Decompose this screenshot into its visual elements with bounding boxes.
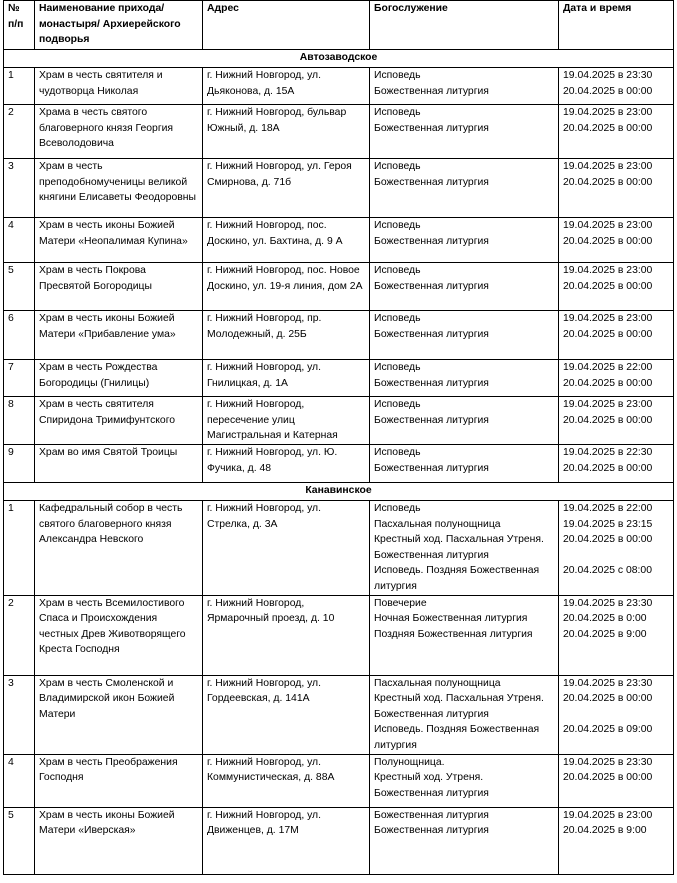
parish-address: г. Нижний Новгород, Ярмарочный проезд, д. 10: [203, 595, 370, 675]
service-time: 20.04.2025 в 00:00: [563, 414, 653, 426]
parish-address: г. Нижний Новгород, пос. Доскино, ул. Бахтина, д. 9 А: [203, 218, 370, 263]
service-time: 19.04.2025 в 22:30: [563, 447, 653, 458]
section-header-row: [4, 50, 674, 68]
parish-name: Храм в честь святителя и чудотворца Николая: [35, 68, 203, 105]
service-time: 19.04.2025 в 22:00: [563, 362, 653, 373]
row-number: 4: [4, 218, 35, 263]
service-time: 20.04.2025 в 00:00: [563, 693, 653, 705]
service-time: 20.04.2025 в 00:00: [563, 534, 653, 546]
header-address: Адрес: [203, 1, 370, 50]
time-list: [559, 68, 674, 105]
time-list: [559, 360, 674, 397]
parish-name: Храм во имя Святой Троицы: [35, 445, 203, 483]
service-time: 19.04.2025 в 23:30: [563, 677, 653, 689]
parish-address: г. Нижний Новгород, ул. Ю. Фучика, д. 48: [203, 445, 370, 483]
service-item: Поздняя Божественная литургия: [374, 628, 533, 640]
time-list: [559, 445, 674, 483]
header-row: [4, 1, 674, 50]
parish-name: Храм в честь Всемилостивого Спаса и Происхождения честных Древ Животворящего Креста Господня: [35, 595, 203, 675]
table-row: [4, 360, 674, 397]
service-time: 20.04.2025 в 00:00: [563, 328, 653, 340]
service-item: Божественная литургия: [374, 85, 489, 97]
service-item: Ночная Божественная литургия: [374, 613, 528, 625]
row-number: 1: [4, 68, 35, 105]
service-item: Исповедь: [374, 265, 421, 276]
service-time: 20.04.2025 в 00:00: [563, 176, 653, 188]
service-list: [370, 105, 559, 159]
service-time: [563, 707, 669, 723]
row-number: 9: [4, 445, 35, 483]
service-time: 19.04.2025 в 23:30: [563, 756, 653, 768]
service-list: [370, 397, 559, 445]
service-time: 20.04.2025 в 09:00: [563, 724, 653, 736]
service-time: 19.04.2025 в 23:00: [563, 313, 653, 324]
service-list: [370, 159, 559, 218]
parish-address: г. Нижний Новгород, ул. Гнилицкая, д. 1А: [203, 360, 370, 397]
parish-address: г. Нижний Новгород, ул. Коммунистическая, д. 88А: [203, 754, 370, 807]
parish-name: Храм в честь иконы Божией Матери «Иверская»: [35, 807, 203, 874]
table-row: [4, 397, 674, 445]
header-name: Наименование прихода/монастыря/ Архиерейского подворья: [35, 1, 203, 50]
parish-name: Храм в честь Смоленской и Владимирской икон Божией Матери: [35, 675, 203, 754]
time-list: [559, 807, 674, 874]
service-item: Божественная литургия: [374, 377, 489, 389]
parish-address: г. Нижний Новгород, бульвар Южный, д. 18А: [203, 105, 370, 159]
parish-address: г. Нижний Новгород, пр. Молодежный, д. 25Б: [203, 311, 370, 360]
parish-address: г. Нижний Новгород, ул. Дьяконова, д. 15А: [203, 68, 370, 105]
service-item: Исповедь: [374, 313, 421, 324]
service-item: Исповедь: [374, 70, 421, 81]
time-list: [559, 595, 674, 675]
parish-address: г. Нижний Новгород, пос. Новое Доскино, ул. 19-я линия, дом 2А: [203, 263, 370, 311]
parish-address: г. Нижний Новгород, ул. Гордеевская, д. 141А: [203, 675, 370, 754]
time-list: [559, 218, 674, 263]
service-time: 19.04.2025 в 22:00: [563, 503, 653, 514]
service-time: 19.04.2025 в 23:00: [563, 399, 653, 410]
service-time: 19.04.2025 в 23:00: [563, 809, 653, 821]
service-time: 20.04.2025 с 08:00: [563, 565, 652, 577]
service-list: [370, 68, 559, 105]
time-list: [559, 397, 674, 445]
table-row: [4, 68, 674, 105]
service-list: [370, 263, 559, 311]
time-list: [559, 754, 674, 807]
row-number: 8: [4, 397, 35, 445]
service-time: 19.04.2025 в 23:00: [563, 161, 653, 172]
service-list: [370, 807, 559, 874]
service-time: 19.04.2025 в 23:15: [563, 518, 653, 530]
service-item: Исповедь: [374, 399, 421, 410]
service-item: Божественная литургия: [374, 462, 489, 474]
service-item: Пасхальная полунощница: [374, 518, 501, 530]
parish-name: Храм в честь иконы Божией Матери «Прибавление ума»: [35, 311, 203, 360]
service-item: Божественная литургия: [374, 235, 489, 247]
service-item: Пасхальная полунощница: [374, 677, 501, 689]
service-time: 20.04.2025 в 00:00: [563, 85, 653, 97]
service-item: Божественная литургия: [374, 787, 489, 799]
header-num: № п/п: [4, 1, 35, 50]
table-row: [4, 311, 674, 360]
time-list: [559, 675, 674, 754]
row-number: 7: [4, 360, 35, 397]
row-number: 5: [4, 263, 35, 311]
service-time: 19.04.2025 в 23:00: [563, 107, 653, 118]
time-list: [559, 311, 674, 360]
service-item: Божественная литургия: [374, 280, 489, 292]
service-time: 19.04.2025 в 23:00: [563, 265, 653, 276]
row-number: 1: [4, 501, 35, 596]
service-item: Исповедь: [374, 220, 421, 231]
parish-address: г. Нижний Новгород, ул. Движенцев, д. 17М: [203, 807, 370, 874]
time-list: [559, 263, 674, 311]
parish-name: Храма в честь святого благоверного князя Георгия Всеволодовича: [35, 105, 203, 159]
row-number: 2: [4, 105, 35, 159]
service-item: Исповедь: [374, 503, 421, 514]
service-time: 20.04.2025 в 00:00: [563, 280, 653, 292]
service-time: [563, 548, 669, 564]
section-title: Автозаводское: [4, 50, 674, 68]
service-time: 20.04.2025 в 00:00: [563, 462, 653, 474]
service-list: [370, 675, 559, 754]
section-header-row: [4, 483, 674, 501]
service-item: Исповедь. Поздняя Божественная литургия: [374, 724, 540, 751]
service-list: [370, 445, 559, 483]
row-number: 3: [4, 159, 35, 218]
service-time: 20.04.2025 в 9:00: [563, 825, 647, 837]
service-item: Полунощница.: [374, 756, 445, 768]
service-item: Исповедь. Поздняя Божественная литургия: [374, 565, 540, 592]
service-time: 20.04.2025 в 00:00: [563, 772, 653, 784]
service-list: [370, 360, 559, 397]
parish-address: г. Нижний Новгород, пересечение улиц Магистральная и Катерная: [203, 397, 370, 445]
service-list: [370, 501, 559, 596]
service-time: 19.04.2025 в 23:30: [563, 70, 653, 81]
service-item: Крестный ход. Пасхальная Утреня. Божественная литургия: [374, 534, 544, 561]
service-item: Исповедь: [374, 107, 421, 118]
service-list: [370, 311, 559, 360]
section-title: Канавинское: [4, 483, 674, 501]
row-number: 2: [4, 595, 35, 675]
time-list: [559, 501, 674, 596]
table-row: [4, 263, 674, 311]
parish-name: Храм в честь Покрова Пресвятой Богородицы: [35, 263, 203, 311]
service-item: Божественная литургия: [374, 176, 489, 188]
service-time: 20.04.2025 в 00:00: [563, 235, 653, 247]
parish-name: Храм в честь Преображения Господня: [35, 754, 203, 807]
service-time: 20.04.2025 в 0:00: [563, 613, 647, 625]
service-item: Божественная литургия: [374, 122, 489, 134]
row-number: 6: [4, 311, 35, 360]
table-row: [4, 159, 674, 218]
parish-name: Храм в честь Рождества Богородицы (Гнилицы): [35, 360, 203, 397]
service-item: Крестный ход. Утреня.: [374, 772, 484, 784]
service-time: 19.04.2025 в 23:30: [563, 597, 653, 609]
parish-name: Храм в честь преподобномученицы великой княгини Елисаветы Феодоровны: [35, 159, 203, 218]
service-item: Божественная литургия: [374, 328, 489, 340]
service-item: Божественная литургия: [374, 809, 489, 821]
table-row: [4, 218, 674, 263]
table-row: [4, 445, 674, 483]
service-item: Исповедь: [374, 447, 421, 458]
service-item: Божественная литургия: [374, 825, 489, 837]
parish-name: Храм в честь иконы Божией Матери «Неопалимая Купина»: [35, 218, 203, 263]
table-row: [4, 675, 674, 754]
table-row: [4, 105, 674, 159]
service-list: [370, 754, 559, 807]
parish-address: г. Нижний Новгород, ул. Героя Смирнова, д. 71б: [203, 159, 370, 218]
service-time: 19.04.2025 в 23:00: [563, 220, 653, 231]
table-row: [4, 501, 674, 596]
service-time: 20.04.2025 в 9:00: [563, 628, 647, 640]
service-item: Повечерие: [374, 597, 427, 609]
row-number: 4: [4, 754, 35, 807]
header-service: Богослужение: [370, 1, 559, 50]
parish-address: г. Нижний Новгород, ул. Стрелка, д. 3А: [203, 501, 370, 596]
parish-name: Кафедральный собор в честь святого благоверного князя Александра Невского: [35, 501, 203, 596]
row-number: 5: [4, 807, 35, 874]
table-row: [4, 807, 674, 874]
service-item: Божественная литургия: [374, 414, 489, 426]
time-list: [559, 105, 674, 159]
service-time: 20.04.2025 в 00:00: [563, 122, 653, 134]
time-list: [559, 159, 674, 218]
row-number: 3: [4, 675, 35, 754]
service-item: Крестный ход. Пасхальная Утреня. Божественная литургия: [374, 693, 544, 720]
header-datetime: Дата и время: [559, 1, 674, 50]
service-item: Исповедь: [374, 362, 421, 373]
parish-name: Храм в честь святителя Спиридона Тримифунтского: [35, 397, 203, 445]
table-row: [4, 754, 674, 807]
service-time: 20.04.2025 в 00:00: [563, 377, 653, 389]
service-list: [370, 595, 559, 675]
service-item: Исповедь: [374, 161, 421, 172]
service-list: [370, 218, 559, 263]
table-row: [4, 595, 674, 675]
schedule-table: [3, 0, 674, 875]
table-body: [4, 50, 674, 875]
